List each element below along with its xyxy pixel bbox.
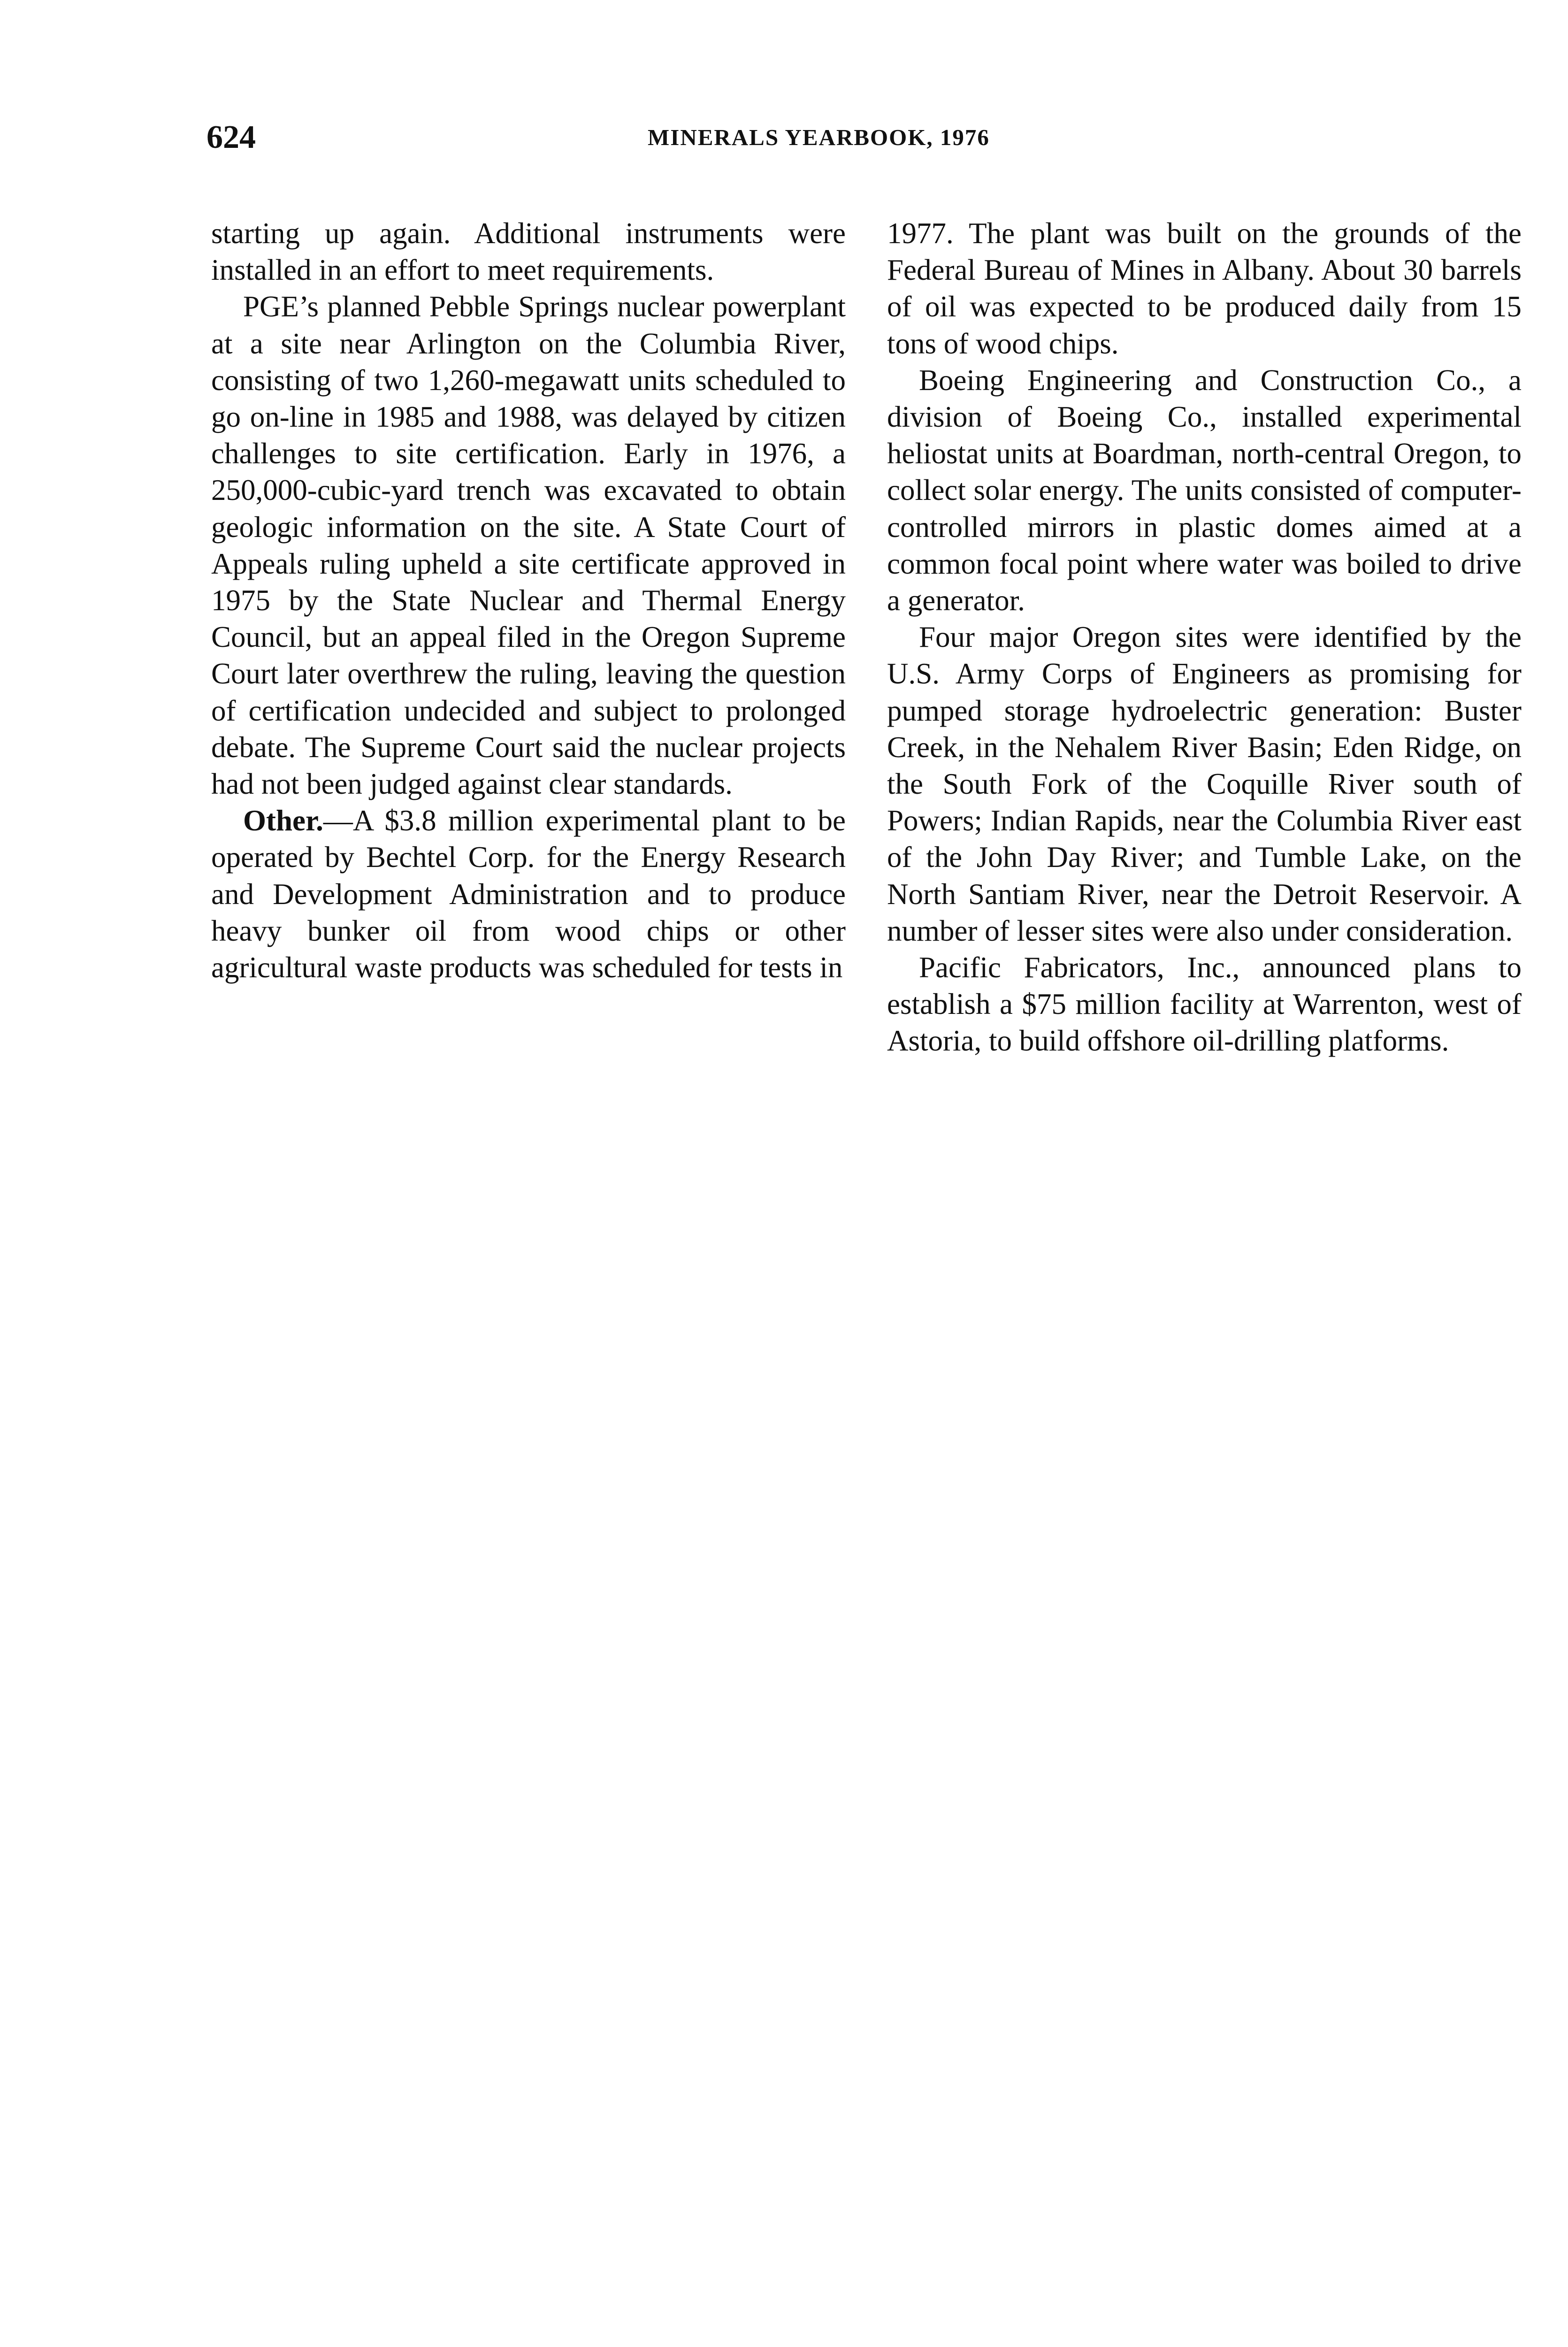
paragraph: Four major Oregon sites were identified by the U.S. Army Corps of Engineers as promising for pumped storage hydroelectric generation: Buster Creek, in the Nehalem River Basin; Eden Ridge, on the South Fork of the Coquille River south of Powers; Indian Rapids, near the Columbia River east of the John Day River; and Tumble Lake, on the North Santiam River, near the Detroit Reservoir. A number of lesser sites were also under consideration. [887,621,1522,947]
right-column [887,215,1522,1059]
run-in-heading: Other. [243,804,323,837]
paragraph: PGE’s planned Pebble Springs nuclear powerplant at a site near Arlington on the Columbia River, consisting of two 1,260-megawatt units scheduled to go on-line in 1985 and 1988, was delayed by citizen challenges to site certification. Early in 1976, a 250,000-cubic-yard trench was excavated to obtain geologic information on the site. A State Court of Appeals ruling upheld a site certificate approved in 1975 by the State Nuclear and Thermal Energy Council, but an appeal filed in the Oregon Supreme Court later overthrew the ruling, leaving the question of certification undecided and subject to prolonged debate. The Supreme Court said the nuclear projects had not been judged against clear standards. [211,290,846,801]
paragraph: 1977. The plant was built on the grounds of the Federal Bureau of Mines in Albany. About 30 barrels of oil was expected to be produced daily from 15 tons of wood chips. [887,217,1522,360]
page-number: 624 [207,119,256,155]
left-column [211,215,846,986]
paragraph [211,802,846,986]
running-head: MINERALS YEARBOOK, 1976 [648,124,990,150]
paragraph: Boeing Engineering and Construction Co., a division of Boeing Co., installed experimental heliostat units at Boardman, north-central Oregon, to collect solar energy. The units consisted of computer-controlled mirrors in plastic domes aimed at a common focal point where water was boiled to drive a generator. [887,363,1522,617]
paragraph: starting up again. Additional instruments were installed in an effort to meet requirements. [211,217,846,287]
paragraph-text: —A $3.8 million experimental plant to be operated by Bechtel Corp. for the Energy Research and Development Administration and to produce heavy bunker oil from wood chips or other agricultural waste products was scheduled for tests in [211,804,846,984]
paragraph: Pacific Fabricators, Inc., announced plans to establish a $75 million facility at Warrenton, west of Astoria, to build offshore oil-drilling platforms. [887,951,1522,1058]
